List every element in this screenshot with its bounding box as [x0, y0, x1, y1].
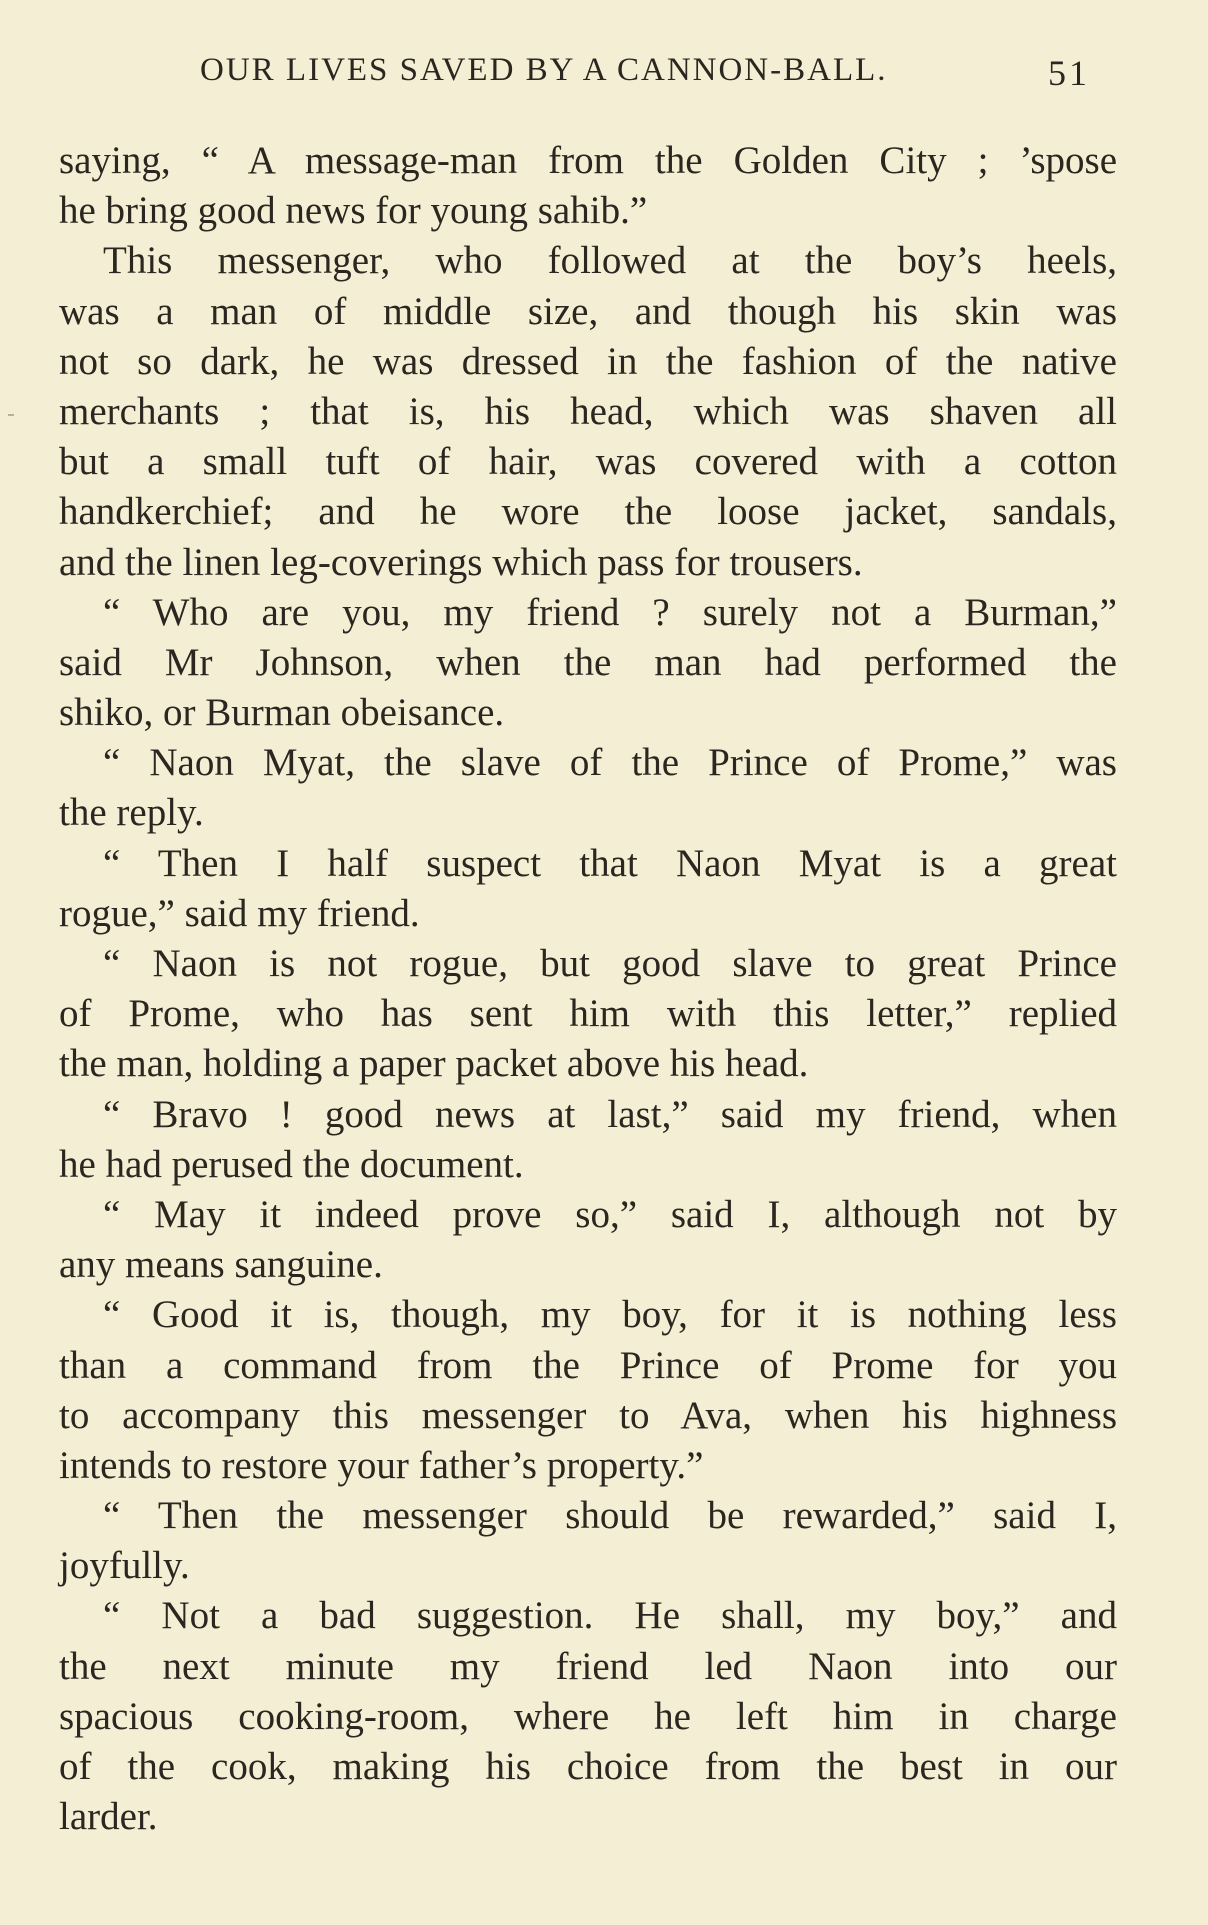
text-line: not so dark, he was dressed in the fashion of the native: [59, 339, 1117, 383]
chapter-title: OUR LIVES SAVED BY A CANNON-BALL.: [200, 52, 888, 88]
text-line: “ May it indeed prove so,” said I, although not by: [103, 1192, 1117, 1236]
text-line: but a small tuft of hair, was covered with a cotton: [59, 440, 1117, 484]
text-line: “ Then I half suspect that Naon Myat is a great: [103, 841, 1117, 885]
text-line: any means sanguine.: [59, 1243, 383, 1287]
text-line: larder.: [59, 1795, 158, 1839]
margin-mark: [8, 414, 14, 416]
text-line: “ Who are you, my friend ? surely not a Burman,”: [103, 590, 1117, 634]
text-line: the man, holding a paper packet above his head.: [59, 1042, 809, 1086]
text-line: “ Naon is not rogue, but good slave to great Prince: [103, 942, 1117, 985]
text-line: the next minute my friend led Naon into our: [59, 1644, 1117, 1688]
text-line: he had perused the document.: [59, 1142, 524, 1186]
text-line: saying, “ A message-man from the Golden City ; ’spose: [59, 139, 1117, 182]
text-line: he bring good news for young sahib.”: [59, 189, 648, 233]
text-line: than a command from the Prince of Prome for you: [59, 1343, 1117, 1387]
page-number: 51: [1048, 53, 1090, 93]
text-line: joyfully.: [59, 1544, 190, 1588]
text-line: to accompany this messenger to Ava, when his highness: [59, 1393, 1117, 1437]
text-line: shiko, or Burman obeisance.: [59, 691, 505, 735]
text-line: intends to restore your father’s property.”: [59, 1443, 704, 1487]
running-head: [200, 52, 1100, 96]
text-line: “ Not a bad suggestion. He shall, my boy,” and: [103, 1594, 1117, 1638]
text-line: This messenger, who followed at the boy’s heels,: [103, 239, 1117, 283]
text-line: the reply.: [59, 791, 204, 835]
text-line: of the cook, making his choice from the best in our: [59, 1745, 1117, 1788]
text-line: was a man of middle size, and though his skin was: [59, 289, 1117, 333]
body-text: [59, 136, 1117, 1842]
text-line: rogue,” said my friend.: [59, 891, 420, 935]
text-line: of Prome, who has sent him with this letter,” replied: [59, 992, 1117, 1036]
text-line: “ Bravo ! good news at last,” said my friend, when: [103, 1092, 1117, 1136]
text-line: said Mr Johnson, when the man had performed the: [59, 640, 1117, 684]
text-line: merchants ; that is, his head, which was shaven all: [59, 389, 1117, 433]
text-line: and the linen leg-coverings which pass for trousers.: [59, 540, 863, 584]
text-line: handkerchief; and he wore the loose jacket, sandals,: [59, 490, 1117, 534]
text-line: “ Good it is, though, my boy, for it is nothing less: [103, 1293, 1117, 1337]
text-line: “ Naon Myat, the slave of the Prince of Prome,” was: [103, 741, 1117, 785]
text-line: spacious cooking-room, where he left him in charge: [59, 1694, 1117, 1738]
text-line: “ Then the messenger should be rewarded,” said I,: [103, 1494, 1117, 1538]
